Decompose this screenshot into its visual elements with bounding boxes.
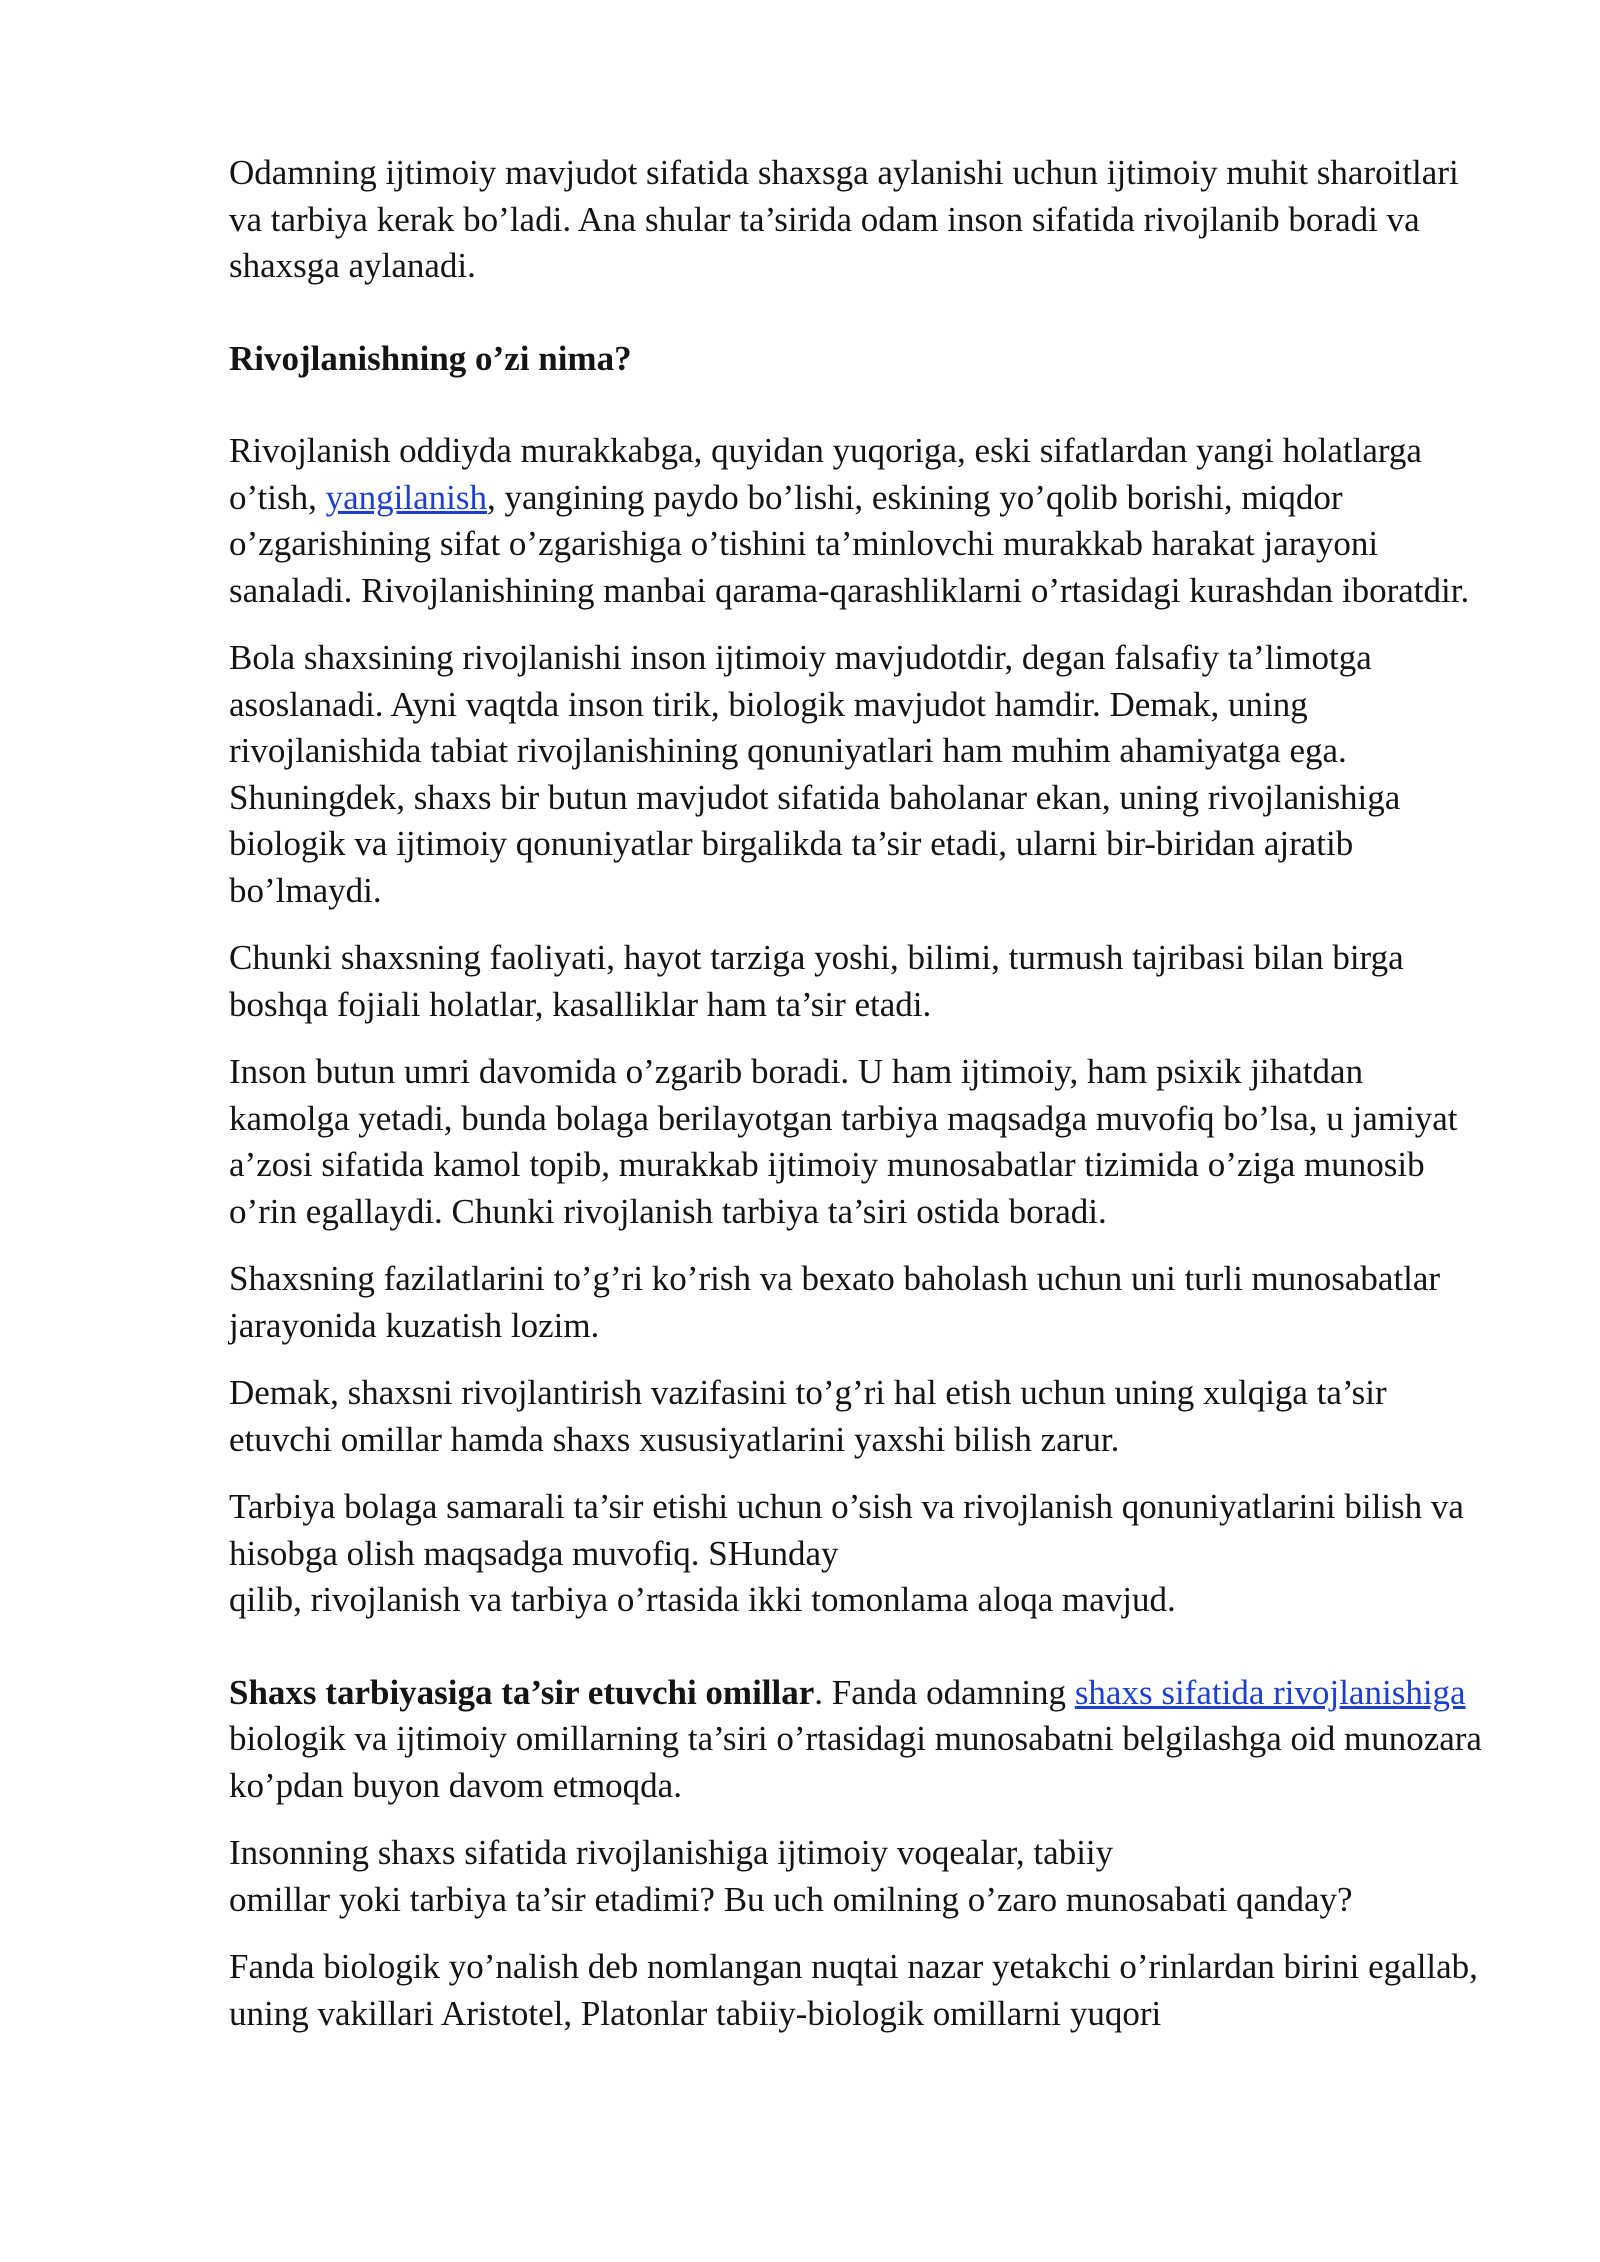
document-page — [229, 150, 1489, 2037]
paragraph-text: . Fanda odamning — [814, 1672, 1075, 1712]
link-yangilanish[interactable]: yangilanish — [325, 477, 487, 517]
paragraph-activity: Chunki shaxsning faoliyati, hayot tarziga yoshi, bilimi, turmush tajribasi bilan birga boshqa fojiali holatlar, kasalliklar ham ta’sir etadi. — [229, 938, 1404, 1024]
paragraph-text: Tarbiya bolaga samarali ta’sir etishi uchun o’sish va rivojlanish qonuniyatlarini bilish va hisobga olish maqsadga muvofiq. SHunday — [229, 1487, 1464, 1573]
link-shaxs-sifatida[interactable]: shaxs sifatida rivojlanishiga — [1074, 1672, 1466, 1712]
paragraph-factors — [229, 1670, 1489, 1810]
paragraph-question — [229, 1830, 1489, 1923]
paragraph-biological-direction: Fanda biologik yo’nalish deb nomlangan nuqtai nazar yetakchi o’rinlardan birini egallab, uning vakillari Aristotel, Platonlar tabiiy-biologik omillarni yuqori — [229, 1947, 1478, 2033]
paragraph-qualities: Shaxsning fazilatlarini to’g’ri ko’rish va bexato baholash uchun uni turli munosabatlar jarayonida kuzatish lozim. — [229, 1259, 1441, 1345]
paragraph-text: Insonning shaxs sifatida rivojlanishiga ijtimoiy voqealar, tabiiy — [229, 1833, 1114, 1872]
paragraph-upbringing — [229, 1484, 1489, 1624]
paragraph-text: biologik va ijtimoiy omillarning ta’siri o’rtasidagi munosabatni belgilashga oid munozara ko’pdan buyon davom etmoqda. — [229, 1719, 1482, 1805]
paragraph-text: , yangining paydo bo’lishi, eskining yo’qolib borishi, miqdor o’zgarishining sifat o’zgarishiga o’tishini ta’minlovchi murakkab harakat jarayoni sanaladi. Rivojlanishining manbai qarama-qarashliklarni o’rtasidagi kurashdan iboratdir. — [229, 477, 1470, 610]
paragraph-text: omillar yoki tarbiya ta’sir etadimi? Bu uch omilning o’zaro munosabati qanday? — [229, 1879, 1353, 1919]
paragraph-lifelong-change: Inson butun umri davomida o’zgarib boradi. U ham ijtimoiy, ham psixik jihatdan kamolga yetadi, bunda bolaga berilayotgan tarbiya maqsadga muvofiq bo’lsa, u jamiyat a’zosi sifatida kamol topib, murakkab ijtimoiy munosabatlar tizimida o’ziga munosib o’rin egallaydi. Chunki rivojlanish tarbiya ta’siri ostida boradi. — [229, 1052, 1458, 1231]
paragraph-text: qilib, rivojlanish va tarbiya o’rtasida ikki tomonlama aloqa mavjud. — [229, 1580, 1176, 1619]
paragraph-development-definition — [229, 428, 1489, 614]
inline-heading-factors: Shaxs tarbiyasiga ta’sir etuvchi omillar — [229, 1672, 815, 1712]
section-heading-development: Rivojlanishning o’zi nima? — [229, 338, 632, 378]
paragraph-text: Rivojlanish oddiyda murakkabga, quyidan yuqoriga, eski sifatlardan yangi holatlarga o’tish, — [229, 431, 1422, 517]
paragraph-intro: Odamning ijtimoiy mavjudot sifatida shaxsga aylanishi uchun ijtimoiy muhit sharoitlari va tarbiya kerak bo’ladi. Ana shular ta’sirida odam inson sifatida rivojlanib boradi va shaxsga aylanadi. — [229, 153, 1459, 285]
paragraph-therefore: Demak, shaxsni rivojlantirish vazifasini to’g’ri hal etish uchun uning xulqiga ta’sir etuvchi omillar hamda shaxs xususiyatlarini yaxshi bilish zarur. — [229, 1373, 1387, 1459]
paragraph-child-development: Bola shaxsining rivojlanishi inson ijtimoiy mavjudotdir, degan falsafiy ta’limotga asoslanadi. Ayni vaqtda inson tirik, biologik mavjudot hamdir. Demak, uning rivojlanishida tabiat rivojlanishining qonuniyatlari ham muhim ahamiyatga ega. Shuningdek, shaxs bir butun mavjudot sifatida baholanar ekan, uning rivojlanishiga biologik va ijtimoiy qonuniyatlar birgalikda ta’sir etadi, ularni bir-biridan ajratib bo’lmaydi. — [229, 638, 1401, 910]
